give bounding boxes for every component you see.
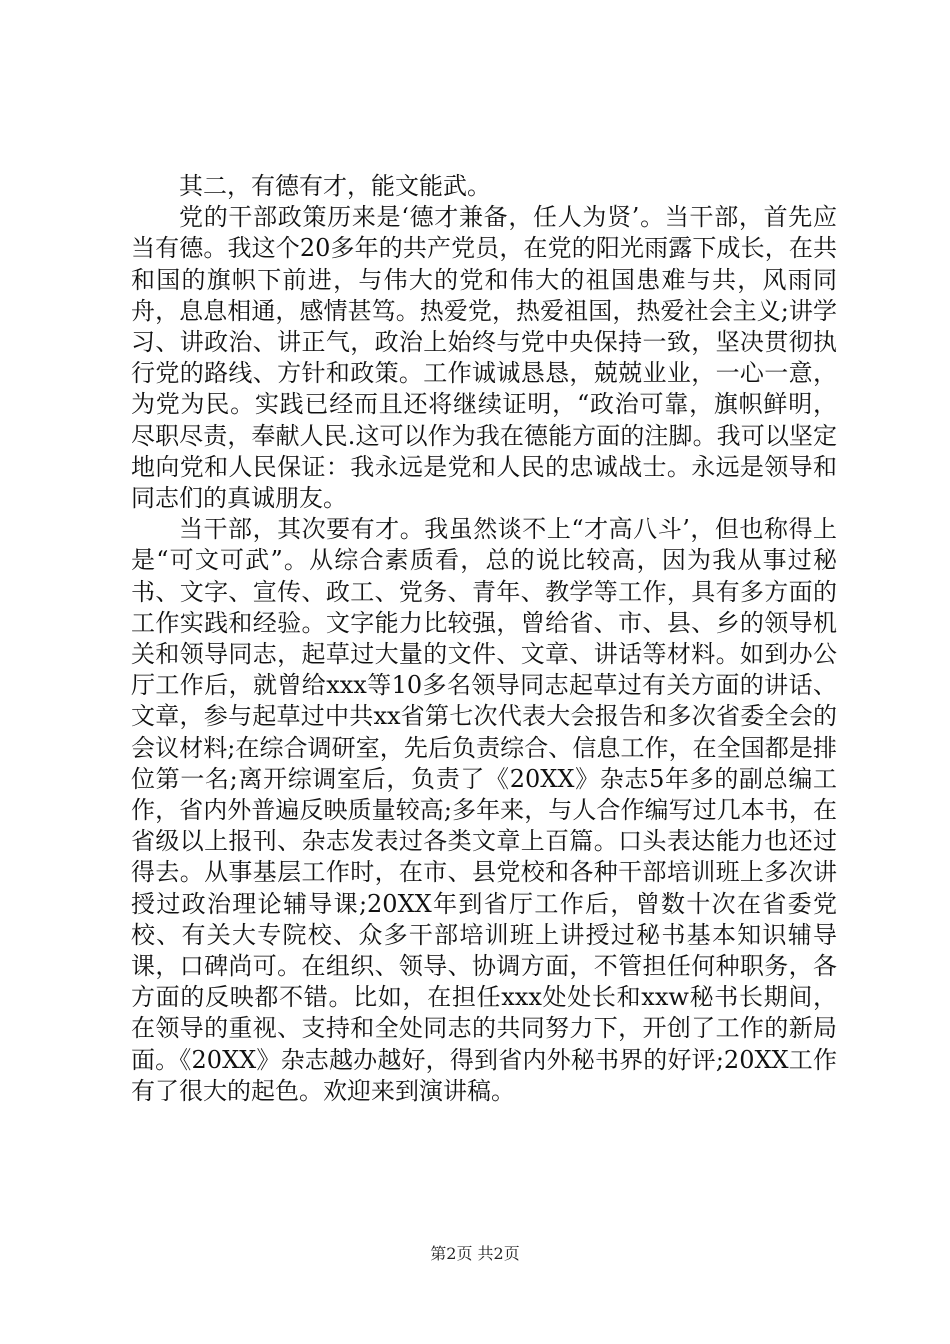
- paragraph-virtue: 党的干部政策历来是‘德才兼备，任人为贤’。当干部，首先应当有德。我这个20多年的共产党员，在党的阳光雨露下成长，在共和国的旗帜下前进，与伟大的党和伟大的祖国患难与共，风雨同舟，息息相通，感情甚笃。热爱党，热爱祖国，热爱社会主义;讲学习、讲政治、讲正气，政治上始终与党中央保持一致，坚决贯彻执行党的路线、方针和政策。工作诚诚恳恳，兢兢业业，一心一意，为党为民。实践已经而且还将继续证明，“政治可靠，旗帜鲜明，尽职尽责，奉献人民.这可以作为我在德能方面的注脚。我可以坚定地向党和人民保证：我永远是党和人民的忠诚战士。永远是领导和同志们的真诚朋友。: [131, 203, 837, 513]
- page-footer: 第2页 共2页: [430, 1244, 520, 1263]
- paragraph-talent: 当干部，其次要有才。我虽然谈不上“才高八斗’，但也称得上是“可文可武”。从综合素质看，总的说比较高，因为我从事过秘书、文字、宣传、政工、党务、青年、教学等工作，具有多方面的工作实践和经验。文字能力比较强，曾给省、市、县、乡的领导机关和领导同志，起草过大量的文件、文章、讲话等材料。如到办公厅工作后，就曾给xxx等10多名领导同志起草过有关方面的讲话、文章，参与起草过中共xx省第七次代表大会报告和多次省委全会的会议材料;在综合调研室，先后负责综合、信息工作，在全国都是排位第一名;离开综调室后，负责了《20XX》杂志5年多的副总编工作，省内外普遍反映质量较高;多年来，与人合作编写过几本书，在省级以上报刊、杂志发表过各类文章上百篇。口头表达能力也还过得去。从事基层工作时，在市、县党校和各种干部培训班上多次讲授过政治理论辅导课;20XX年到省厅工作后，曾数十次在省委党校、有关大专院校、众多干部培训班上讲授过秘书基本知识辅导课，口碑尚可。在组织、领导、协调方面，不管担任何种职务，各方面的反映都不错。比如，在担任xxx处处长和xxw秘书长期间，在领导的重视、支持和全处同志的共同努力下，开创了工作的新局面。《20XX》杂志越办越好，得到省内外秘书界的好评;20XX工作有了很大的起色。欢迎来到演讲稿。: [131, 515, 837, 1105]
- document-body: [131, 171, 837, 1107]
- paragraph-heading: 其二，有德有才，能文能武。: [179, 172, 491, 200]
